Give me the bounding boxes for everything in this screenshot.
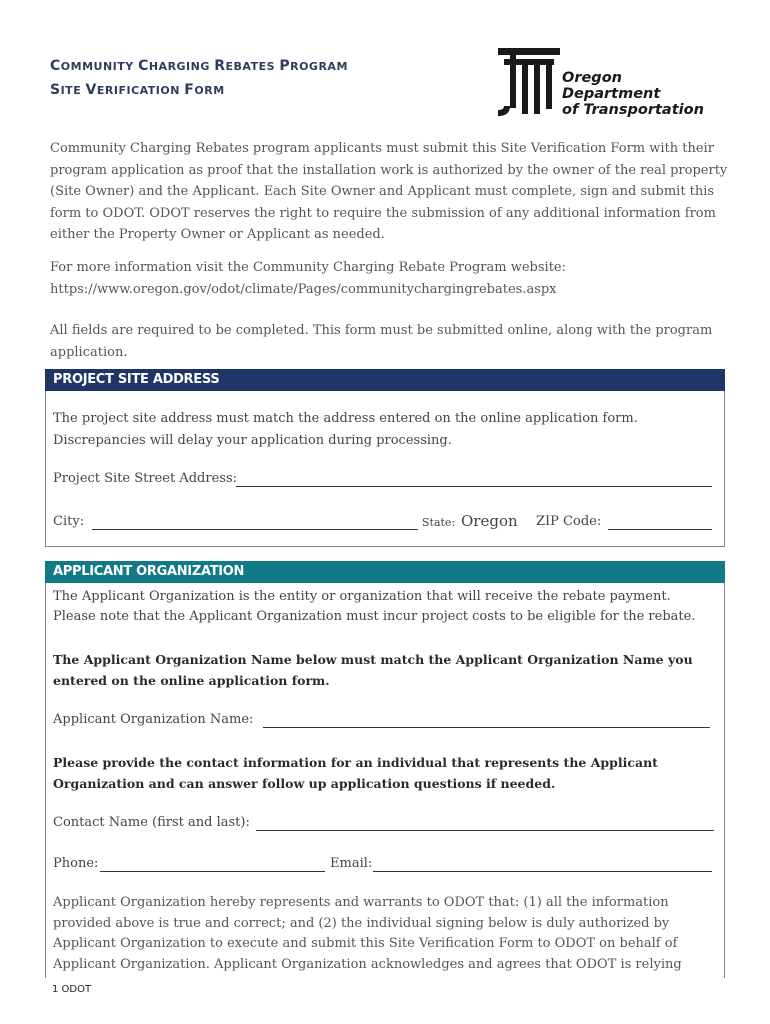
- warranty-paragraph: Applicant Organization hereby represents and warrants to ODOT that: (1) all the information provided above is true and correct; and (2) the individual signing below is duly authorized by Applicant Organization to execute and submit this Site Verification Form to ODOT on behalf of Applicant Organization. Applicant Organization acknowledges and agrees that ODOT is relying: [53, 895, 682, 972]
- zip-field[interactable]: [608, 529, 712, 530]
- org-name-instruction: The Applicant Organization Name below must match the Applicant Organization Name you entered on the online application form.: [53, 652, 693, 688]
- zip-label: ZIP Code:: [536, 514, 602, 529]
- project-site-section-header: [45, 369, 725, 391]
- phone-label: Phone:: [53, 856, 99, 871]
- state-value: Oregon: [461, 512, 518, 530]
- email-label: Email:: [330, 856, 373, 871]
- city-label: City:: [53, 514, 85, 529]
- city-field[interactable]: [92, 529, 418, 530]
- applicant-section-header: [45, 561, 725, 583]
- contact-name-field[interactable]: [256, 830, 714, 831]
- section-heading: APPLICANT ORGANIZATION: [45, 561, 725, 583]
- form-title: COMMUNITY CHARGING REBATES PROGRAM SITE VERIFICATION FORM: [50, 58, 348, 98]
- street-address-field[interactable]: [236, 486, 712, 487]
- applicant-note: The Applicant Organization is the entity or organization that will receive the rebate payment. Please note that the Applicant Organization must incur project costs to be eligible for the rebate.: [53, 589, 696, 624]
- intro-paragraph: Community Charging Rebates program applicants must submit this Site Verification Form with their program application as proof that the installation work is authorized by the owner of the real property (Site Owner) and the Applicant. Each Site Owner and Applicant must complete, sign and submit this form to ODOT. ODOT reserves the right to require the submission of any additional information from either the Property Owner or Applicant as needed.: [50, 141, 728, 242]
- page-footer: 1 ODOT: [52, 984, 92, 995]
- site-address-note: The project site address must match the address entered on the online application form. Discrepancies will delay your application during processing.: [53, 411, 638, 448]
- state-label: State:: [422, 516, 456, 529]
- more-info-paragraph: For more information visit the Community Charging Rebate Program website: https://www.oregon.gov/odot/climate/Pages/communitychargingrebates.aspx: [50, 257, 730, 300]
- phone-field[interactable]: [100, 871, 325, 872]
- odot-logo-text: Oregon Department of Transportation: [562, 70, 704, 118]
- org-name-label: Applicant Organization Name:: [53, 712, 254, 727]
- org-name-field[interactable]: [263, 727, 710, 728]
- email-field[interactable]: [373, 871, 712, 872]
- program-website-link[interactable]: https://www.oregon.gov/odot/climate/Pages/communitychargingrebates.aspx: [50, 281, 557, 297]
- contact-instruction: Please provide the contact information for an individual that represents the Applicant Organization and can answer follow up application questions if needed.: [53, 755, 658, 791]
- section-heading: PROJECT SITE ADDRESS: [45, 369, 725, 391]
- contact-name-label: Contact Name (first and last):: [53, 815, 250, 830]
- street-address-label: Project Site Street Address:: [53, 471, 238, 486]
- required-fields-note: All fields are required to be completed. This form must be submitted online, along with the program application.: [50, 323, 713, 360]
